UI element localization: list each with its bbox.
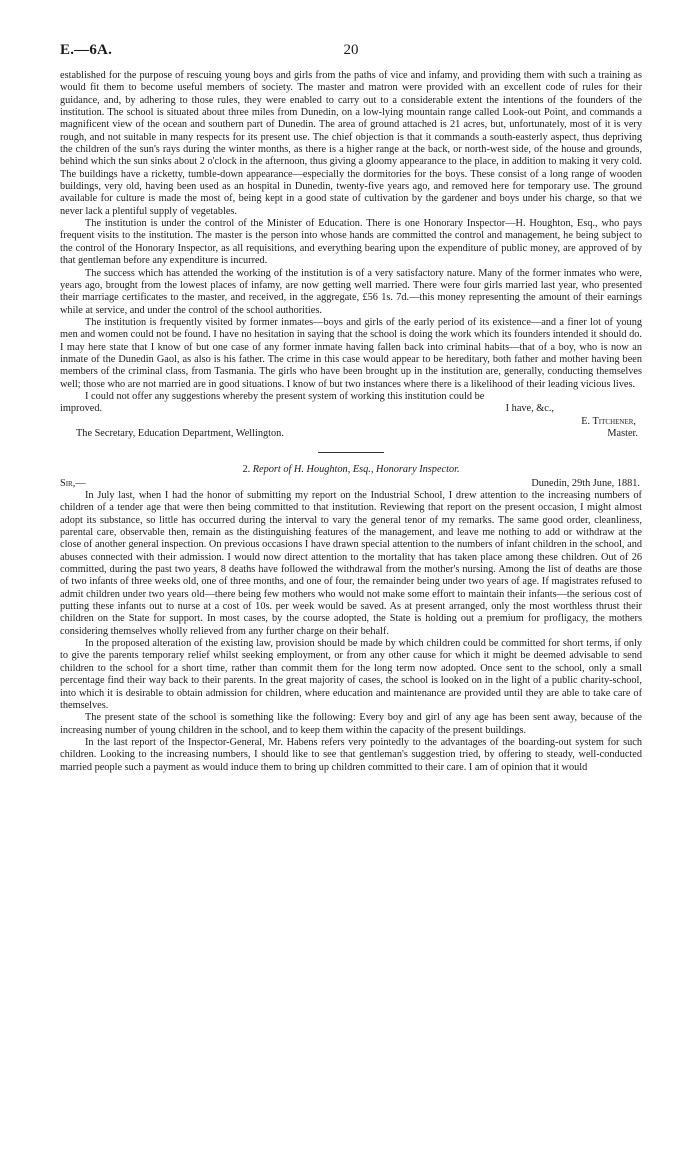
section-divider — [318, 452, 384, 453]
report-title — [60, 464, 642, 476]
salutation: Sir,— — [60, 477, 86, 489]
closing-row — [60, 403, 642, 415]
paragraph: In the proposed alteration of the existing law, provision should be made by which children could be committed for short terms, if only to give the parents temporary relief whilst seeking employment, or from any other cause for which it might be deemed advisable to send children to the school for a short time, rather than commit them for the long term now adopted. Once sent to the school, only a small percentage find their way back to their parents. In the great majority of cases, the school is looked on in the light of a public charity-school, into which it is desirable to obtain admission for children, where education and maintenance are provided until they are able to take care of themselves. — [60, 638, 642, 711]
paragraph: The institution is frequently visited by former inmates—boys and girls of the early period of its existence—and a finer lot of young men and women could not be found. I have no hesitation in saying that the school is doing the work which its founders intended it should do. I may here state that I know of but one case of any former inmate having fallen back into criminal habits—that of a boy, who is now an inmate of the Dunedin Gaol, as also is his father. The crime in this case would appear to be hereditary, both father and mother having been members of the criminal class, from Tasmania. The girls who have been brought up in the institution are, generally, conducting themselves well; those who are not married are in good situations. I know of but two instances where there is a likelihood of their leading vicious lives. — [60, 316, 642, 390]
paragraph: In July last, when I had the honor of submitting my report on the Industrial School, I drew attention to the increasing numbers of children of a tender age that were then being committed to that institution. Reviewing that report on the present occasion, I might almost adopt its substance, so little has occurred during the interval to vary the general tenor of my remarks. The same good order, cleanliness, parental care, observable then, remain as the distinguishing features of the management, and leave me nothing to add or withdraw at the close of another general inspection. On previous occasions I have drawn special attention to the numbers of infant children in the school, and abuses connected with their admission. I would now direct attention to the mortality that has taken place among these children. Out of 26 committed, during the past two years, 8 deaths have followed the withdrawal from the mother's nursing. Among the list of deaths are those of two infants of three weeks old, one of three months, and one of four, the remainder being under two years of age. If magistrates refused to admit children under two years old—there being few mothers who would not make some effort to maintain their infants—the serious cost of putting these infants out to nurse at a cost of 10s. per week would be saved. As at present arranged, only the most worthless thrust their children on the State for support. In most cases, by the course adopted, the State is holding out a premium for profligacy, the mothers considering themselves wholly relieved from any further charge on their behalf. — [60, 490, 642, 637]
paragraph: The success which has attended the working of the institution is of a very satisfactory nature. Many of the former inmates who were, years ago, brought from the lowest places of infamy, are now getting well married. There were four girls married last year, who presented their marriage certificates to the master, and received, in the aggregate, £56 1s. 7d.—this money representing the amount of their earnings while at service, and under the control of the school authorities. — [60, 267, 642, 316]
paragraph: established for the purpose of rescuing young boys and girls from the paths of vice and infamy, and providing them with such a training as would fit them to become useful members of society. The master and matron were provided with an excellent code of rules for their guidance, and, by adhering to those rules, they were enabled to carry out to a considerable extent the intentions of the founders of the institution. The school is situated about three miles from Dunedin, on a low-lying mountain range called Look-out Point, and commands a magnificent view of the ocean and southern part of Dunedin. The area of ground attached is 21 acres, but, unfortunately, most of it is very rough, and not suitable in many respects for its present use. The chief objection is that it commands a south-easterly aspect, thus depriving the children of the sun's rays during the winter months, as there is a higher range at the back, or north-west side, of the house and grounds, behind which the sun sinks about 2 o'clock in the afternoon, thus giving a gloomy appearance to the place, in addition to making it very cold. The buildings have a ricketty, tumble-down appearance—especially the dormitories for the boys. These consist of a long range of wooden buildings, very old, having been used as an hospital in Dunedin, twenty-five years ago, and removed here for temporary use. The ground available for culture is made the most of, being kept in a good state of cultivation by the gardener and boys under his charge, so that we never lack a plentiful supply of vegetables. — [60, 70, 642, 217]
page-header — [60, 40, 642, 70]
signature-title: Master. — [607, 427, 638, 439]
paragraph: I could not offer any suggestions whereby the present system of working this institution could be — [85, 390, 485, 402]
paragraph: The present state of the school is something like the following: Every boy and girl of any age has been sent away, because of the increasing number of young children in the school, and to keep them within the capacity of the present buildings. — [60, 712, 642, 736]
closing-phrase: I have, &c., — [505, 403, 554, 415]
salutation-row — [60, 478, 642, 490]
master-letter — [60, 70, 642, 440]
addressee-row — [60, 428, 642, 440]
inspector-report — [60, 464, 642, 774]
page-number: 20 — [343, 42, 359, 58]
report-title-text: Report of H. Houghton, Esq., Honorary Inspector. — [252, 464, 460, 476]
addressee: The Secretary, Education Department, Wellington. — [76, 427, 284, 439]
paragraph: The institution is under the control of the Minister of Education. There is one Honorary Inspector—H. Houghton, Esq., who pays frequent visits to the institution. The master is the person into whose hands are committed the control and management, he being subject to the control of the Honorary Inspector, as all requisitions, and everything bearing upon the expenditure of public money, are approved of by that gentleman before any expenditure is incurred. — [60, 218, 642, 267]
closing-left: improved. — [60, 403, 103, 415]
paragraph: In the last report of the Inspector-General, Mr. Habens refers very pointedly to the advantages of the boarding-out system for such children. Looking to the increasing numbers, I should like to see that gentleman's suggestion tried, by offering to steady, well-conducted married people such a payment as would induce them to bring up children committed to their care. I am of opinion that it would — [60, 736, 642, 773]
signature-name-row — [60, 416, 642, 428]
dateline: Dunedin, 29th June, 1881. — [531, 477, 640, 489]
signature-name: E. Titchener, — [581, 415, 636, 427]
report-number: 2. — [242, 464, 251, 476]
document-reference: E.—6A. — [60, 42, 113, 58]
